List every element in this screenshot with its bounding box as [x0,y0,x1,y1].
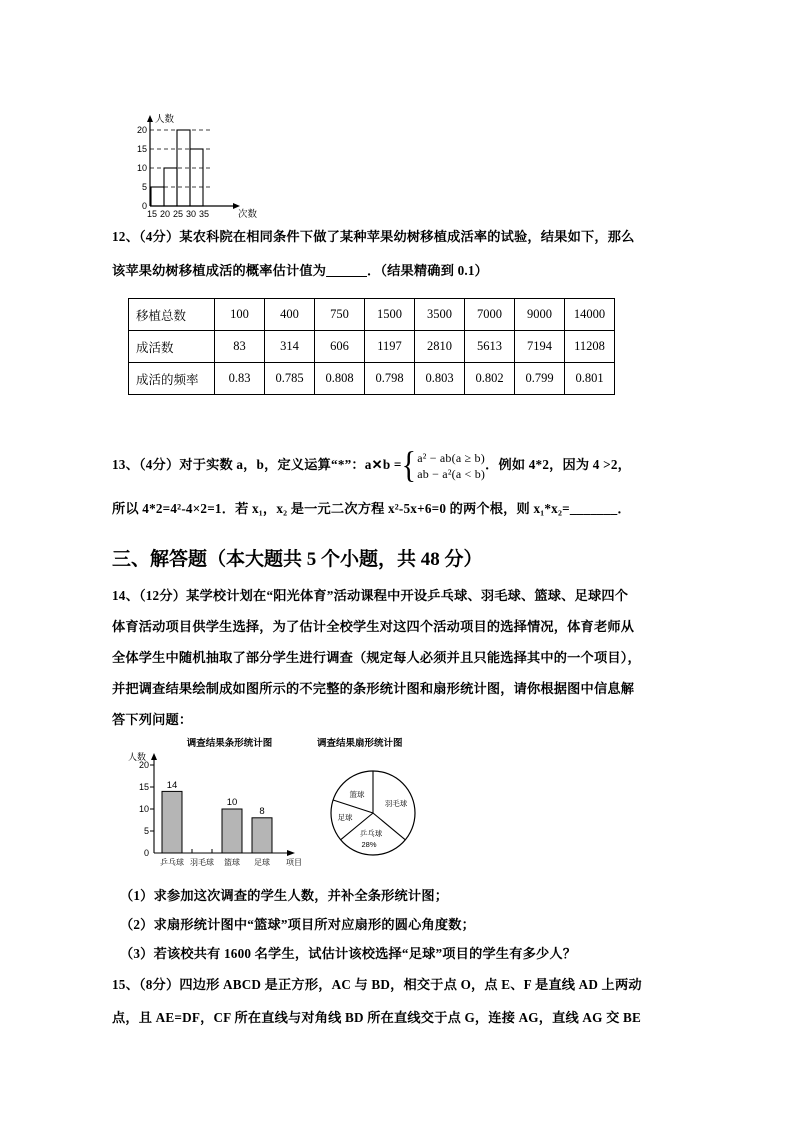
svg-text:20: 20 [136,125,147,135]
svg-text:30: 30 [185,209,197,219]
bar-category-labels [160,857,302,867]
bar-x-axis-arrow [287,850,295,856]
table-cell: 0.803 [415,363,465,395]
q14-line3: 全体学生中随机抽取了部分学生进行调查（规定每人必须并且只能选择其中的一个项目）， [112,650,641,665]
gridlines [150,130,213,187]
hist-x-ticks [147,209,209,219]
q12-answer-blank[interactable]: ______ [326,263,367,278]
q14-sub3: （3）若该校共有 1600 名学生，试估计该校选择“足球”项目的学生有多少人？ [120,946,577,961]
section-3-heading: 三、解答题（本大题共 5 个小题，共 48 分） [112,549,483,570]
frequency-histogram-svg [118,105,263,220]
table-cell: 83 [215,331,265,363]
q14-line2: 体育活动项目供学生选择，为了估计全校学生对这四个活动项目的选择情况，体育老师从 [112,619,635,634]
table-row [129,331,615,363]
bar-cat-yumaoqiu: 羽毛球 [190,858,214,867]
piecewise-formula [401,444,486,486]
bar-cat-pingpang: 乒乓球 [160,858,184,867]
table-cell: 314 [265,331,315,363]
q14-sub1: （1）求参加这次调查的学生人数，并补全条形统计图； [120,888,449,903]
q12-line1: 12、（4分）某农科院在相同条件下做了某种苹果幼树移植成活率的试验，结果如下，那么 [112,229,635,244]
table-cell: 2810 [415,331,465,363]
table-body [129,299,615,395]
svg-text:25: 25 [172,209,184,219]
svg-text:15: 15 [136,144,147,154]
q13-lead-text: 13、（4分）对于实数 a，b，定义运算“*”：a✕b = [112,457,402,473]
svg-text:15: 15 [138,782,149,792]
svg-text:15: 15 [146,209,158,219]
table-cell: 0.83 [215,363,265,395]
table-cell: 0.798 [365,363,415,395]
table-cell: 100 [215,299,265,331]
table-cell: 0.785 [265,363,315,395]
bar-y-axis-arrow [151,753,157,760]
pie-label-lanqiu: 篮球 [349,790,365,799]
q12-line2-text-a: 该苹果幼树移植成活的概率估计值为 [112,263,327,278]
table-cell: 1500 [365,299,415,331]
table-cell: 606 [315,331,365,363]
q13-after-formula-text: ．例如 4*2，因为 4 >2， [485,457,631,473]
survey-pie-chart [305,735,485,875]
table-cell: 400 [265,299,315,331]
bar-lanqiu [222,809,242,853]
bar-label-zuqiu: 8 [259,806,265,817]
row-header: 成活的频率 [129,363,215,395]
bar-cat-zuqiu: 足球 [254,858,270,867]
pie-label-pingpangqiu-percent: 28% [361,840,377,849]
formula-cases [417,450,485,482]
bar-zuqiu [252,818,272,853]
q14-line4: 并把调查结果绘制成如图所示的不完整的条形统计图和扇形统计图，请你根据图中信息解 [112,681,635,696]
table-cell: 0.802 [465,363,515,395]
survey-pie-chart-svg [305,735,485,875]
table-cell: 0.799 [515,363,565,395]
bar-y-tickmarks [150,765,154,831]
formula-case-top: a² − ab(a ≥ b) [417,451,485,465]
bar-chart-title: 调查结果条形统计图 [186,738,273,749]
row-header: 移植总数 [129,299,215,331]
bar-y-tick-labels [139,760,149,858]
table-cell: 14000 [565,299,615,331]
bar-rects [162,791,272,853]
svg-text:5: 5 [141,182,147,192]
pie-label-zuqiu: 足球 [337,813,353,822]
svg-text:20: 20 [138,760,149,770]
svg-text:20: 20 [159,209,171,219]
table-row [129,299,615,331]
pie-label-pingpangqiu: 乒乓球 [359,829,383,838]
bar-x-axis-label: 项目 [286,858,302,867]
bar-y-axis-label: 人数 [128,752,147,762]
transplant-survival-table [128,298,615,395]
svg-text:0: 0 [141,201,147,211]
table-cell: 9000 [515,299,565,331]
q13-line1 [112,444,631,486]
svg-text:35: 35 [198,209,210,219]
table-cell: 7194 [515,331,565,363]
table-cell: 0.801 [565,363,615,395]
table-cell: 3500 [415,299,465,331]
bar-x-tickmarks [192,849,212,853]
table-cell: 7000 [465,299,515,331]
hist-y-axis-label: 人数 [155,114,175,125]
left-brace-glyph: { [401,444,417,486]
q15-line1: 15、（8分）四边形 ABCD 是正方形，AC 与 BD，相交于点 O，点 E、F 是直线 AD 上两动 [112,977,642,992]
table-cell: 11208 [565,331,615,363]
q12-line2 [112,264,488,277]
pie-chart-title: 调查结果扇形统计图 [317,738,403,749]
bar-cat-lanqiu: 篮球 [224,858,240,867]
svg-text:10: 10 [136,163,147,173]
q13-line2: 所以 4*2=4²-4×2=1．若 x₁，x₂ 是一元二次方程 x²-5x+6=0 的两个根，则 x₁*x₂=_______． [112,501,631,516]
bar-pingpang [162,791,182,853]
table-cell: 750 [315,299,365,331]
pie-label-yumaoqiu: 羽毛球 [384,799,408,808]
table-cell: 0.808 [315,363,365,395]
frequency-histogram-chart [118,105,263,220]
q14-line5: 答下列问题： [112,712,193,727]
row-header: 成活数 [129,331,215,363]
svg-text:5: 5 [143,826,149,836]
q15-line2: 点，且 AE=DF，CF 所在直线与对角线 BD 所在直线交于点 G，连接 AG，直线 AG 交 BE [112,1010,641,1025]
table-row [129,363,615,395]
bar-label-lanqiu: 10 [226,797,238,808]
table-cell: 1197 [365,331,415,363]
q12-line2-text-b: ．（结果精确到 0.1） [366,263,489,278]
formula-case-bottom: ab − a²(a < b) [417,467,486,482]
q14-sub2: （2）求扇形统计图中“篮球”项目所对应扇形的圆心角度数； [120,917,476,932]
svg-text:10: 10 [138,804,149,814]
y-axis-arrow [147,115,153,122]
bar-label-pingpang: 14 [166,780,178,791]
q14-line1: 14、（12分）某学校计划在“阳光体育”活动课程中开设乒乓球、羽毛球、篮球、足球四个 [112,588,629,603]
hist-y-ticks [137,125,147,211]
table-cell: 5613 [465,331,515,363]
svg-text:0: 0 [143,848,149,858]
hist-x-axis-label: 次数 [238,209,258,220]
